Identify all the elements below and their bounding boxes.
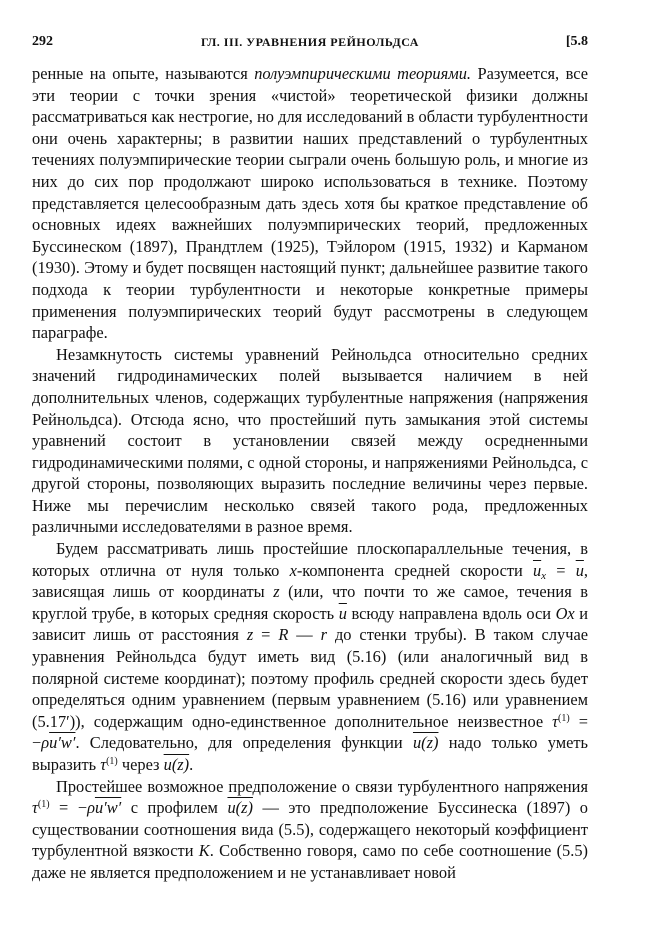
paragraph-1: ренные на опыте, называются полуэмпирическими теориями. Разумеется, все эти теории с точки зрения «чистой» теоретической физики должны рассматриваться как нестрогие, но для исследований в области турбулентности они очень характерны; в развитии наших представлений о турбулентных течениях полуэмпирические теории сыграли очень большую роль, и многие из них до сих пор продолжают широко использоваться в технике. Поэтому представляется целесообразным дать здесь хотя бы краткое представление об основных идеях важнейших полуэмпирических теорий, предложенных Буссинеском (1897), Прандтлем (1925), Тэйлором (1915, 1932) и Карманом (1930). Этому и будет посвящен настоящий пункт; дальнейшее развитие такого подхода к теории турбулентности и некоторые конкретные примеры применения полуэмпирических теорий будут рассмотрены в следующем параграфе.	[32, 64, 588, 343]
emphasis-term: полуэмпирическими теориями.	[254, 64, 471, 83]
section-number: [5.8	[565, 34, 588, 49]
running-header	[32, 34, 588, 56]
paragraph-2: Незамкнутость системы уравнений Рейнольдса относительно средних значений гидродинамических полей вызывается наличием в ней дополнительных членов, содержащих турбулентные напряжения (напряжения Рейнольдса). Отсюда ясно, что простейший путь замыкания этой системы уравнений состоит в установлении связей между осредненными гидродинамическими полями, с одной стороны, и напряжениями Рейнольдса, с другой стороны, позволяющих выразить последние величины через первые. Ниже мы перечислим несколько связей такого рода, предложенных различными исследователями в разное время.	[32, 344, 588, 537]
main-text	[32, 63, 588, 884]
running-title: ГЛ. III. УРАВНЕНИЯ РЕЙНОЛЬДСА	[201, 35, 419, 49]
paragraph-4: Простейшее возможное предположение о связи турбулентного напряжения $\tau^{(1)} = -\rho u'w'$ с профилем u(z) — это предположение Буссинеска (1897) о существовании соотношения вида (5.5), содержащего некоторый коэффициент турбулентной вязкости K. Собственно говоря, само по себе соотношение (5.5) даже не является предположением и не устанавливает новой	[32, 776, 589, 882]
paragraph-3: Будем рассматривать лишь простейшие плоскопараллельные течения, в которых отлична от нуля только x-компонента средней скорости $\overline{u}_x = \overline{u}$, зависящая лишь от координаты z (или, что почти то же самое, течения в круглой трубе, в которых средняя скорость $\overline{u}$ всюду направлена вдоль оси Ox и зависит лишь от расстояния z = R — r до стенки трубы). В таком случае уравнения Рейнольдса будут иметь вид (5.16) (или аналогичный вид в полярной системе координат); поэтому профиль средней скорости здесь будет определяться одним уравнением (первым уравнением (5.16) или уравнением (5.17′)), содержащим одно-единственное дополнительное неизвестное $\tau^{(1)} = -\rho u'w'$. Следовательно, для определения функции u(z) надо только уметь выразить $\tau^{(1)}$ через u(z).	[32, 539, 589, 774]
page-number: 292	[32, 34, 53, 49]
